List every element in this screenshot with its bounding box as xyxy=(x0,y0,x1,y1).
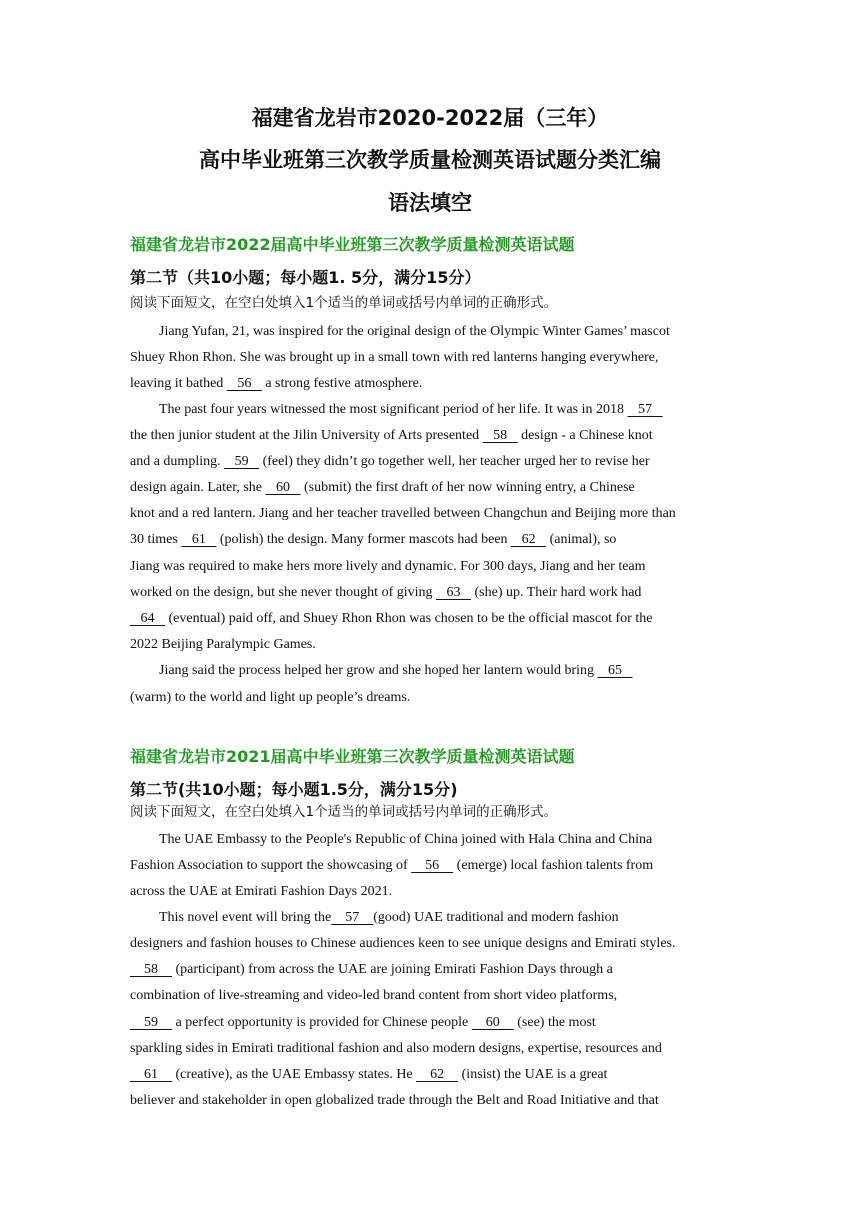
section1-instruction: 阅读下面短文，在空白处填入1个适当的单词或括号内单词的正确形式。 xyxy=(130,295,558,311)
doc-title-line1: 福建省龙岩市2020-2022届（三年） xyxy=(251,106,609,130)
passage-text: (eventual) paid off, and Shuey Rhon Rhon was chosen to be the official mascot for the xyxy=(165,611,653,626)
section2-part-title: 第二节(共10小题；每小题1.5分，满分15分) xyxy=(130,780,458,799)
passage-text: knot and a red lantern. Jiang and her teacher travelled between Changchun and Beijing more than xyxy=(130,506,676,521)
passage-text: (good) UAE traditional and modern fashion xyxy=(373,910,619,925)
passage-text: The UAE Embassy to the People's Republic of China joined with Hala China and China xyxy=(159,832,653,847)
answer-blank: 58 xyxy=(130,962,172,977)
doc-title-line2: 高中毕业班第三次教学质量检测英语试题分类汇编 xyxy=(199,148,661,172)
passage-line xyxy=(130,635,730,655)
answer-blank: 62 xyxy=(416,1067,459,1082)
passage-text: (polish) the design. Many former mascots had been xyxy=(216,532,512,547)
answer-blank: 61 xyxy=(181,532,217,547)
section1-heading: 福建省龙岩市2022届高中毕业班第三次教学质量检测英语试题 xyxy=(130,235,575,254)
passage-line xyxy=(159,661,759,681)
passage-line xyxy=(130,986,730,1006)
passage-text: design - a Chinese knot xyxy=(517,428,653,443)
passage-text: Jiang said the process helped her grow and she hoped her lantern would bring xyxy=(159,663,598,678)
passage-text: (submit) the first draft of her now winning entry, a Chinese xyxy=(300,480,635,495)
passage-text: 2022 Beijing Paralympic Games. xyxy=(130,637,316,652)
passage-text: a strong festive atmosphere. xyxy=(261,376,423,391)
passage-line xyxy=(130,557,730,577)
passage-text: (feel) they didn’t go together well, her teacher urged her to revise her xyxy=(259,454,650,469)
passage-text: The past four years witnessed the most significant period of her life. It was in 2018 xyxy=(159,402,628,417)
passage-line xyxy=(130,530,730,550)
passage-line xyxy=(130,882,730,902)
answer-blank: 58 xyxy=(482,428,518,443)
passage-line xyxy=(130,1065,730,1085)
passage-text: combination of live-streaming and video-led brand content from short video platforms, xyxy=(130,988,618,1003)
passage-line xyxy=(130,934,730,954)
answer-blank: 59 xyxy=(130,1015,172,1030)
passage-text: (emerge) local fashion talents from xyxy=(453,858,654,873)
passage-text: Fashion Association to support the showcasing of xyxy=(130,858,412,873)
passage-text: across the UAE at Emirati Fashion Days 2021. xyxy=(130,884,393,899)
section2-heading: 福建省龙岩市2021届高中毕业班第三次教学质量检测英语试题 xyxy=(130,747,575,766)
passage-line xyxy=(130,609,730,629)
passage-text: worked on the design, but she never thought of giving xyxy=(130,585,437,600)
passage-text: (creative), as the UAE Embassy states. He xyxy=(172,1067,417,1082)
section1-part-title: 第二节（共10小题；每小题1. 5分，满分15分） xyxy=(130,268,481,287)
passage-text: (warm) to the world and light up people’s dreams. xyxy=(130,690,411,705)
answer-blank: 57 xyxy=(627,402,663,417)
answer-blank: 56 xyxy=(411,858,454,873)
passage-text: designers and fashion houses to Chinese audiences keen to see unique designs and Emirati styles. xyxy=(130,936,676,951)
passage-line xyxy=(130,1013,730,1033)
answer-blank: 64 xyxy=(130,611,165,626)
passage-text: and a dumpling. xyxy=(130,454,225,469)
answer-blank: 60 xyxy=(265,480,301,495)
passage-line xyxy=(159,908,759,928)
passage-line xyxy=(159,322,759,342)
passage-text: design again. Later, she xyxy=(130,480,266,495)
passage-text: (participant) from across the UAE are joining Emirati Fashion Days through a xyxy=(172,962,613,977)
answer-blank: 65 xyxy=(597,663,633,678)
doc-title-line3: 语法填空 xyxy=(388,191,472,215)
passage-line xyxy=(130,688,730,708)
answer-blank: 59 xyxy=(224,454,260,469)
passage-line xyxy=(159,400,759,420)
passage-line xyxy=(130,452,730,472)
passage-text: Jiang Yufan, 21, was inspired for the original design of the Olympic Winter Games’ mascot xyxy=(159,324,670,339)
passage-text: leaving it bathed xyxy=(130,376,227,391)
passage-text: the then junior student at the Jilin University of Arts presented xyxy=(130,428,483,443)
answer-blank: 57 xyxy=(331,910,374,925)
passage-text: 30 times xyxy=(130,532,182,547)
passage-line xyxy=(130,1091,730,1111)
passage-line xyxy=(130,478,730,498)
passage-line xyxy=(130,1039,730,1059)
passage-text: (see) the most xyxy=(513,1015,596,1030)
section2-instruction: 阅读下面短文，在空白处填入1个适当的单词或括号内单词的正确形式。 xyxy=(130,804,558,820)
passage-text: (she) up. Their hard work had xyxy=(471,585,642,600)
passage-text: sparkling sides in Emirati traditional fashion and also modern designs, expertise, resources and xyxy=(130,1041,662,1056)
passage-text: believer and stakeholder in open globalized trade through the Belt and Road Initiative and that xyxy=(130,1093,659,1108)
answer-blank: 62 xyxy=(511,532,547,547)
answer-blank: 61 xyxy=(130,1067,172,1082)
passage-text: Jiang was required to make hers more lively and dynamic. For 300 days, Jiang and her team xyxy=(130,559,646,574)
passage-line xyxy=(130,374,730,394)
passage-line xyxy=(130,583,730,603)
passage-line xyxy=(159,830,759,850)
passage-line xyxy=(130,856,730,876)
passage-text: a perfect opportunity is provided for Chinese people xyxy=(172,1015,472,1030)
answer-blank: 60 xyxy=(471,1015,514,1030)
answer-blank: 63 xyxy=(436,585,472,600)
passage-line xyxy=(130,426,730,446)
passage-text: This novel event will bring the xyxy=(159,910,332,925)
answer-blank: 56 xyxy=(226,376,262,391)
passage-line xyxy=(130,504,730,524)
passage-line xyxy=(130,348,730,368)
passage-text: (animal), so xyxy=(546,532,617,547)
passage-text: (insist) the UAE is a great xyxy=(458,1067,608,1082)
passage-line xyxy=(130,960,730,980)
passage-text: Shuey Rhon Rhon. She was brought up in a small town with red lanterns hanging everywhere, xyxy=(130,350,659,365)
